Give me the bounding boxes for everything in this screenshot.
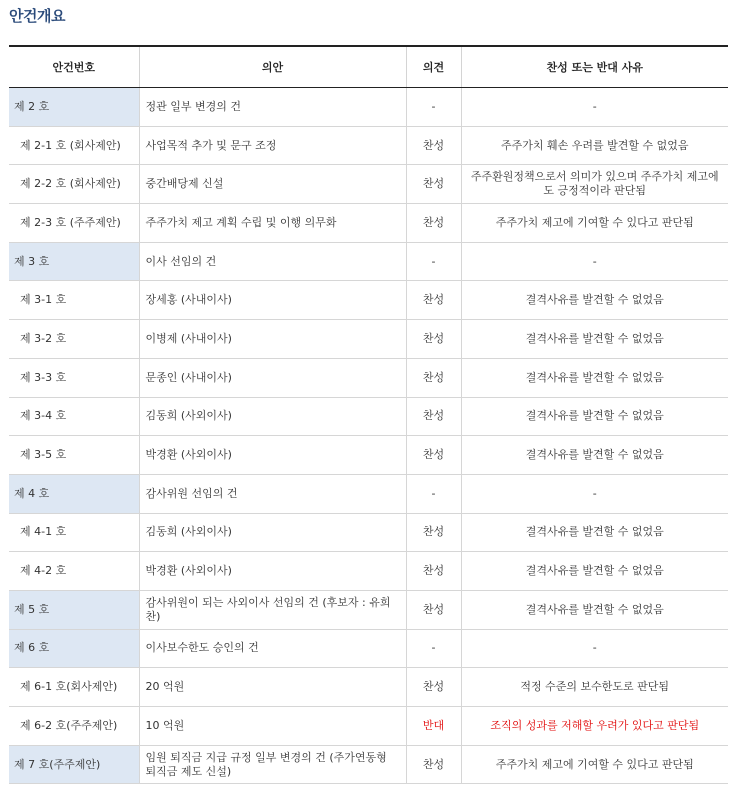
agenda-no-cell: 제 3-1 호 <box>9 281 139 320</box>
reason-cell: 결격사유를 발견할 수 없었음 <box>461 397 728 436</box>
table-row <box>9 707 728 746</box>
table-row <box>9 358 728 397</box>
header-reason: 찬성 또는 반대 사유 <box>461 46 728 88</box>
agenda-no-cell: 제 3 호 <box>9 242 139 281</box>
opinion-cell: 찬성 <box>406 668 461 707</box>
opinion-cell: 찬성 <box>406 165 461 204</box>
item-cell: 20 억원 <box>139 668 406 707</box>
item-cell: 정관 일부 변경의 건 <box>139 88 406 127</box>
reason-cell: 결격사유를 발견할 수 없었음 <box>461 358 728 397</box>
opinion-cell: 찬성 <box>406 745 461 784</box>
reason-cell: - <box>461 629 728 668</box>
table-row <box>9 397 728 436</box>
table-row <box>9 320 728 359</box>
reason-cell: 결격사유를 발견할 수 없었음 <box>461 552 728 591</box>
agenda-no-cell: 제 5 호 <box>9 590 139 629</box>
agenda-no-cell: 제 3-4 호 <box>9 397 139 436</box>
agenda-no-cell: 제 2 호 <box>9 88 139 127</box>
opinion-cell: 찬성 <box>406 397 461 436</box>
agenda-no-cell: 제 3-3 호 <box>9 358 139 397</box>
table-row <box>9 204 728 243</box>
table-row <box>9 165 728 204</box>
table-row <box>9 590 728 629</box>
opinion-cell: 찬성 <box>406 513 461 552</box>
reason-cell: 적정 수준의 보수한도로 판단됨 <box>461 668 728 707</box>
item-cell: 박경환 (사외이사) <box>139 436 406 475</box>
agenda-table <box>9 45 728 784</box>
agenda-no-cell: 제 4 호 <box>9 474 139 513</box>
agenda-no-cell: 제 4-1 호 <box>9 513 139 552</box>
item-cell: 이사보수한도 승인의 건 <box>139 629 406 668</box>
agenda-no-cell: 제 6-2 호(주주제안) <box>9 707 139 746</box>
item-cell: 감사위원 선임의 건 <box>139 474 406 513</box>
agenda-no-cell: 제 7 호(주주제안) <box>9 745 139 784</box>
reason-cell: - <box>461 474 728 513</box>
agenda-no-cell: 제 4-2 호 <box>9 552 139 591</box>
agenda-no-cell: 제 3-2 호 <box>9 320 139 359</box>
opinion-cell: - <box>406 88 461 127</box>
header-opinion: 의견 <box>406 46 461 88</box>
opinion-cell: 찬성 <box>406 281 461 320</box>
opinion-cell: 찬성 <box>406 358 461 397</box>
reason-cell: 결격사유를 발견할 수 없었음 <box>461 436 728 475</box>
opinion-cell: 찬성 <box>406 590 461 629</box>
table-row <box>9 242 728 281</box>
page-title: 안건개요 <box>9 7 65 25</box>
item-cell: 임원 퇴직금 지급 규정 일부 변경의 건 (주가연동형 퇴직금 제도 신설) <box>139 745 406 784</box>
table-row <box>9 513 728 552</box>
item-cell: 주주가치 제고 계획 수립 및 이행 의무화 <box>139 204 406 243</box>
table-row <box>9 281 728 320</box>
opinion-cell: 반대 <box>406 707 461 746</box>
opinion-cell: - <box>406 242 461 281</box>
opinion-cell: 찬성 <box>406 552 461 591</box>
item-cell: 이사 선임의 건 <box>139 242 406 281</box>
reason-cell: 주주가치 훼손 우려를 발견할 수 없었음 <box>461 126 728 165</box>
agenda-no-cell: 제 6 호 <box>9 629 139 668</box>
item-cell: 중간배당제 신설 <box>139 165 406 204</box>
item-cell: 문종인 (사내이사) <box>139 358 406 397</box>
reason-cell: - <box>461 88 728 127</box>
table-row <box>9 436 728 475</box>
opinion-cell: 찬성 <box>406 436 461 475</box>
reason-cell: 조직의 성과를 저해할 우려가 있다고 판단됨 <box>461 707 728 746</box>
item-cell: 10 억원 <box>139 707 406 746</box>
item-cell: 이병제 (사내이사) <box>139 320 406 359</box>
table-row <box>9 668 728 707</box>
table-row <box>9 126 728 165</box>
table-row <box>9 629 728 668</box>
reason-cell: 결격사유를 발견할 수 없었음 <box>461 320 728 359</box>
reason-cell: - <box>461 242 728 281</box>
agenda-no-cell: 제 2-3 호 (주주제안) <box>9 204 139 243</box>
agenda-no-cell: 제 2-2 호 (회사제안) <box>9 165 139 204</box>
reason-cell: 주주가치 제고에 기여할 수 있다고 판단됨 <box>461 204 728 243</box>
reason-cell: 주주환원정책으로서 의미가 있으며 주주가치 제고에도 긍정적이라 판단됨 <box>461 165 728 204</box>
item-cell: 김동희 (사외이사) <box>139 397 406 436</box>
table-row <box>9 88 728 127</box>
opinion-cell: 찬성 <box>406 320 461 359</box>
table-row <box>9 474 728 513</box>
item-cell: 감사위원이 되는 사외이사 선임의 건 (후보자 : 유희찬) <box>139 590 406 629</box>
table-row <box>9 745 728 784</box>
opinion-cell: 찬성 <box>406 204 461 243</box>
header-item: 의안 <box>139 46 406 88</box>
table-row <box>9 552 728 591</box>
opinion-cell: - <box>406 474 461 513</box>
item-cell: 사업목적 추가 및 문구 조정 <box>139 126 406 165</box>
item-cell: 김동희 (사외이사) <box>139 513 406 552</box>
reason-cell: 결격사유를 발견할 수 없었음 <box>461 590 728 629</box>
agenda-no-cell: 제 3-5 호 <box>9 436 139 475</box>
reason-cell: 결격사유를 발견할 수 없었음 <box>461 513 728 552</box>
table-header-row <box>9 46 728 88</box>
agenda-no-cell: 제 2-1 호 (회사제안) <box>9 126 139 165</box>
header-agenda-no: 안건번호 <box>9 46 139 88</box>
agenda-no-cell: 제 6-1 호(회사제안) <box>9 668 139 707</box>
reason-cell: 결격사유를 발견할 수 없었음 <box>461 281 728 320</box>
reason-cell: 주주가치 제고에 기여할 수 있다고 판단됨 <box>461 745 728 784</box>
opinion-cell: 찬성 <box>406 126 461 165</box>
opinion-cell: - <box>406 629 461 668</box>
item-cell: 장세홍 (사내이사) <box>139 281 406 320</box>
item-cell: 박경환 (사외이사) <box>139 552 406 591</box>
